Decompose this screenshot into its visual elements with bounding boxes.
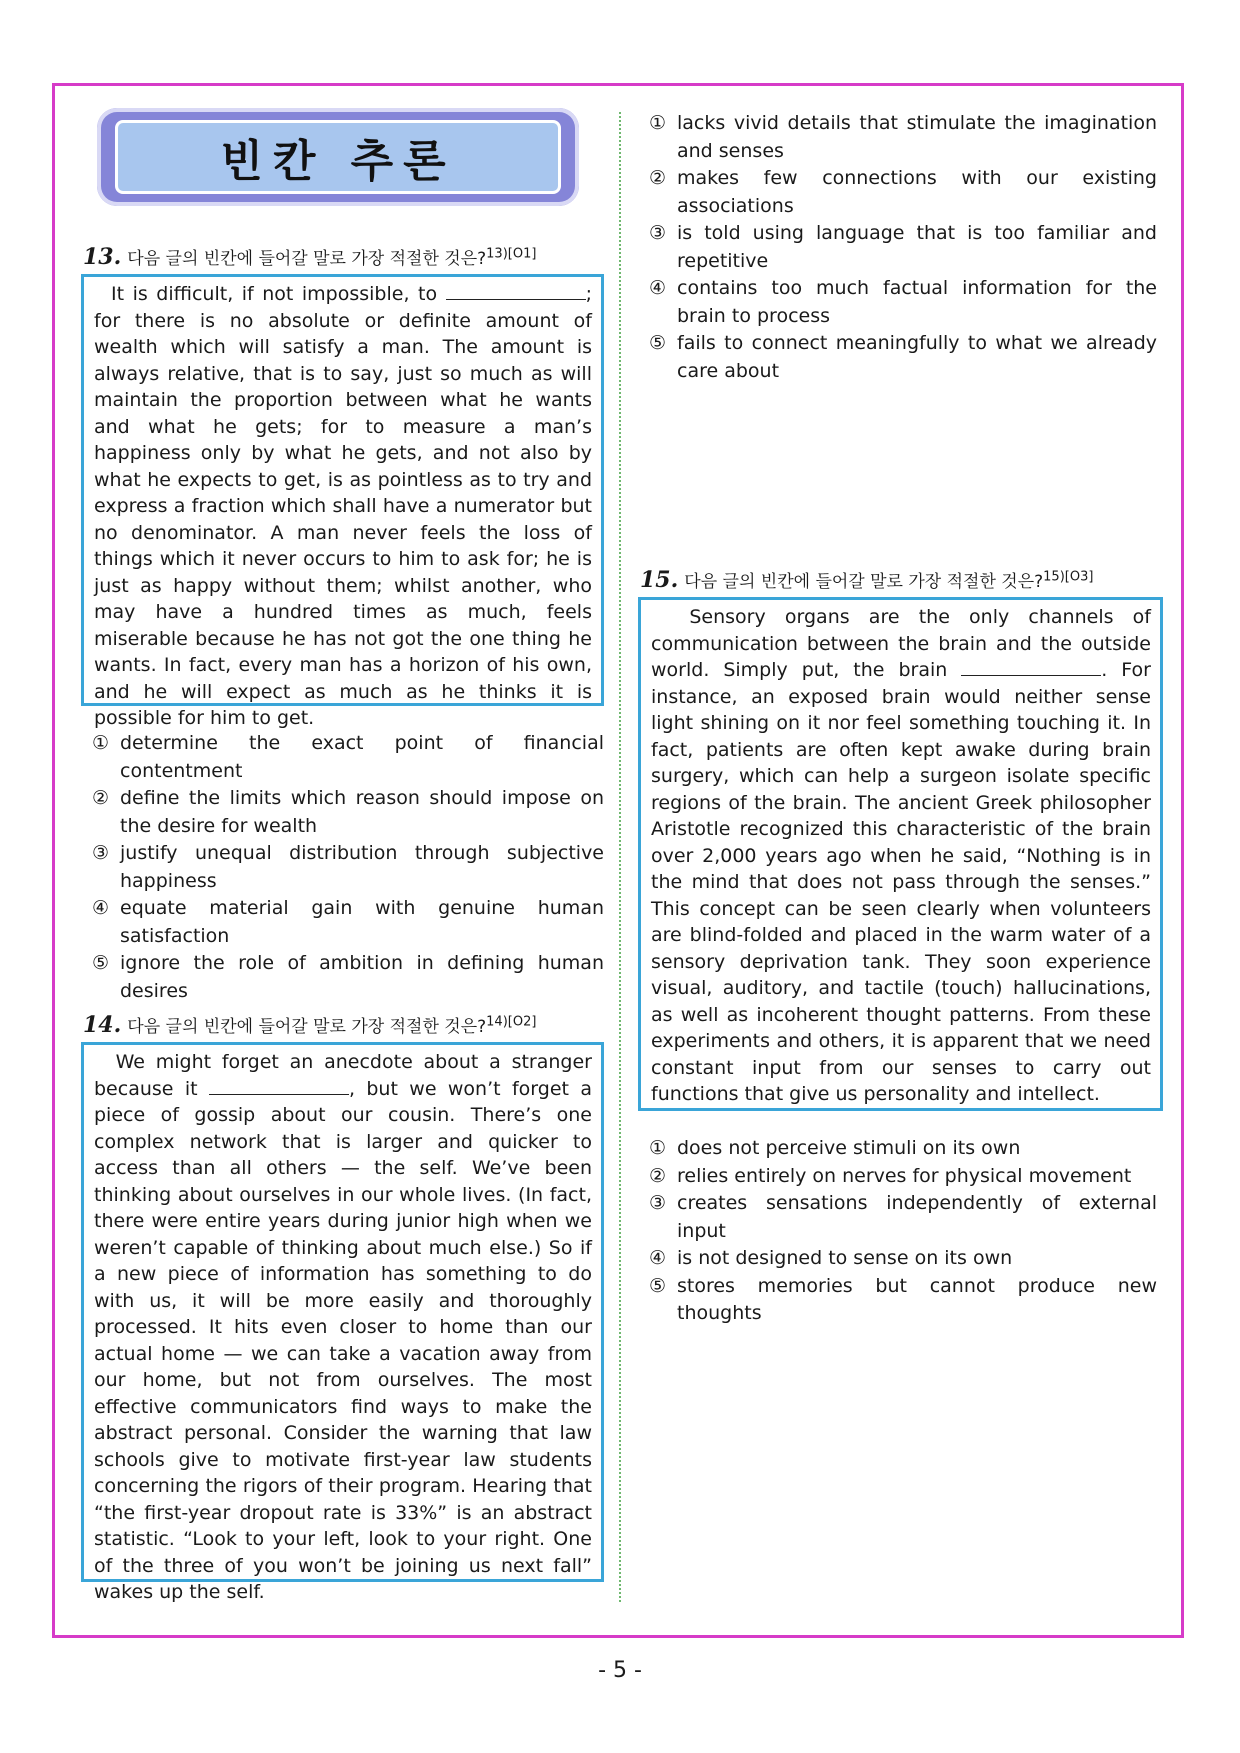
q13-heading xyxy=(83,244,536,270)
q13-prompt: 다음 글의 빈칸에 들어갈 말로 가장 적절한 것은? xyxy=(127,249,487,269)
q13-blank xyxy=(446,281,586,300)
q15-passage-start: Sensory organs are the only channels of communication between the brain and the outside world. Simply put, the brain xyxy=(651,606,1151,681)
q15-passage xyxy=(638,597,1163,1111)
section-title: 빈칸 추론 xyxy=(220,136,456,187)
q15-heading xyxy=(640,567,1093,593)
q13-option-3[interactable]: ③ justify unequal distribution through subjective happiness xyxy=(92,842,604,892)
q13-passage-start: It is difficult, if not impossible, to xyxy=(111,283,438,305)
column-divider xyxy=(619,112,621,1602)
q15-option-5[interactable]: ⑤ stores memories but cannot produce new thoughts xyxy=(649,1274,1157,1324)
q14-passage-start: We might forget an anecdote about a stranger because it xyxy=(94,1051,592,1100)
q15-ref: 15)[O3] xyxy=(1043,569,1094,585)
q14-options xyxy=(649,110,1157,385)
q15-passage-rest: . For instance, an exposed brain would neither sense light shining on it nor feel something touching it. In fact, patients are often kept awake during brain surgery, which can help a surgeon isolate specific regions of the brain. The ancient Greek philosopher Aristotle recognized this characteristic of the brain over 2,000 years ago when he said, “Nothing is in the mind that does not pass through the senses.” This concept can be seen clearly when volunteers are blind-folded and placed in the warm water of a sensory deprivation tank. They soon experience visual, auditory, and tactile (touch) hallucinations, as well as incoherent thought patterns. From these experiments and others, it is apparent that we need constant input from our senses to carry out functions that give us personality and intellect. xyxy=(651,659,1151,1105)
q15-blank xyxy=(961,657,1101,676)
q13-option-1[interactable]: ① determine the exact point of financial contentment xyxy=(92,732,604,782)
q14-passage-rest: , but we won’t forget a piece of gossip about our cousin. There’s one complex network that is larger and quicker to access than all others — the self. We’ve been thinking about ourselves in our whole lives. (In fact, there were entire years during junior high when we weren’t capable of thinking about much else.) So if a new piece of information has something to do with us, it will be more easily and thoroughly processed. It hits even closer to home than our actual home — we can take a vacation away from our home, but not from ourselves. The most effective communicators find ways to make the abstract personal. Consider the warning that law schools give to motivate first-year law students concerning the rigors of their program. Hearing that “the first-year dropout rate is 33%” is an abstract statistic. “Look to your left, look to your right. One of the three of you won’t be joining us next fall” wakes up the self. xyxy=(94,1077,592,1603)
q14-blank xyxy=(209,1076,349,1095)
q13-ref: 13)[O1] xyxy=(486,246,537,262)
section-banner-inner xyxy=(115,120,561,194)
q14-ref: 14)[O2] xyxy=(486,1014,537,1030)
q14-heading xyxy=(83,1012,536,1038)
q14-option-5[interactable]: ⑤ fails to connect meaningfully to what we already care about xyxy=(649,332,1157,382)
q15-option-1[interactable]: ① does not perceive stimuli on its own xyxy=(649,1137,1021,1159)
q14-number: 14. xyxy=(83,1012,122,1038)
q15-option-4[interactable]: ④ is not designed to sense on its own xyxy=(649,1247,1013,1269)
q14-option-1[interactable]: ① lacks vivid details that stimulate the imagination and senses xyxy=(649,112,1157,162)
q13-option-4[interactable]: ④ equate material gain with genuine human satisfaction xyxy=(92,897,604,947)
q13-passage-rest: ; for there is no absolute or definite amount of wealth which will satisfy a man. The amount is always relative, that is to say, just so much as will maintain the proportion between what he wants and what he gets; for to measure a man’s happiness only by what he gets, and not also by what he expects to get, is as pointless as to try and express a fraction which shall have a numerator but no denominator. A man never feels the loss of things which it never occurs to him to ask for; he is just as happy without them; whilst another, who may have a hundred times as much, feels miserable because he has not got the one thing he wants. In fact, every man has a horizon of his own, and he will expect as much as he thinks it is possible for him to get. xyxy=(94,283,592,729)
q14-prompt: 다음 글의 빈칸에 들어갈 말로 가장 적절한 것은? xyxy=(127,1017,487,1037)
q13-option-5[interactable]: ⑤ ignore the role of ambition in defining human desires xyxy=(92,952,604,1002)
q13-number: 13. xyxy=(83,244,122,270)
q15-number: 15. xyxy=(640,567,679,593)
section-banner xyxy=(97,108,579,206)
q15-prompt: 다음 글의 빈칸에 들어갈 말로 가장 적절한 것은? xyxy=(684,572,1044,592)
q15-option-2[interactable]: ② relies entirely on nerves for physical movement xyxy=(649,1164,1132,1187)
q14-option-3[interactable]: ③ is told using language that is too familiar and repetitive xyxy=(649,222,1157,272)
page-number: - 5 - xyxy=(598,1658,642,1683)
q13-options xyxy=(92,730,604,1005)
q14-option-2[interactable]: ② makes few connections with our existing associations xyxy=(649,167,1157,217)
q15-option-3[interactable]: ③ creates sensations independently of external input xyxy=(649,1192,1157,1242)
q13-option-2[interactable]: ② define the limits which reason should impose on the desire for wealth xyxy=(92,787,604,837)
q14-passage xyxy=(81,1042,604,1603)
q13-passage xyxy=(81,274,604,729)
q15-options xyxy=(649,1135,1157,1328)
q14-option-4[interactable]: ④ contains too much factual information for the brain to process xyxy=(649,277,1157,327)
